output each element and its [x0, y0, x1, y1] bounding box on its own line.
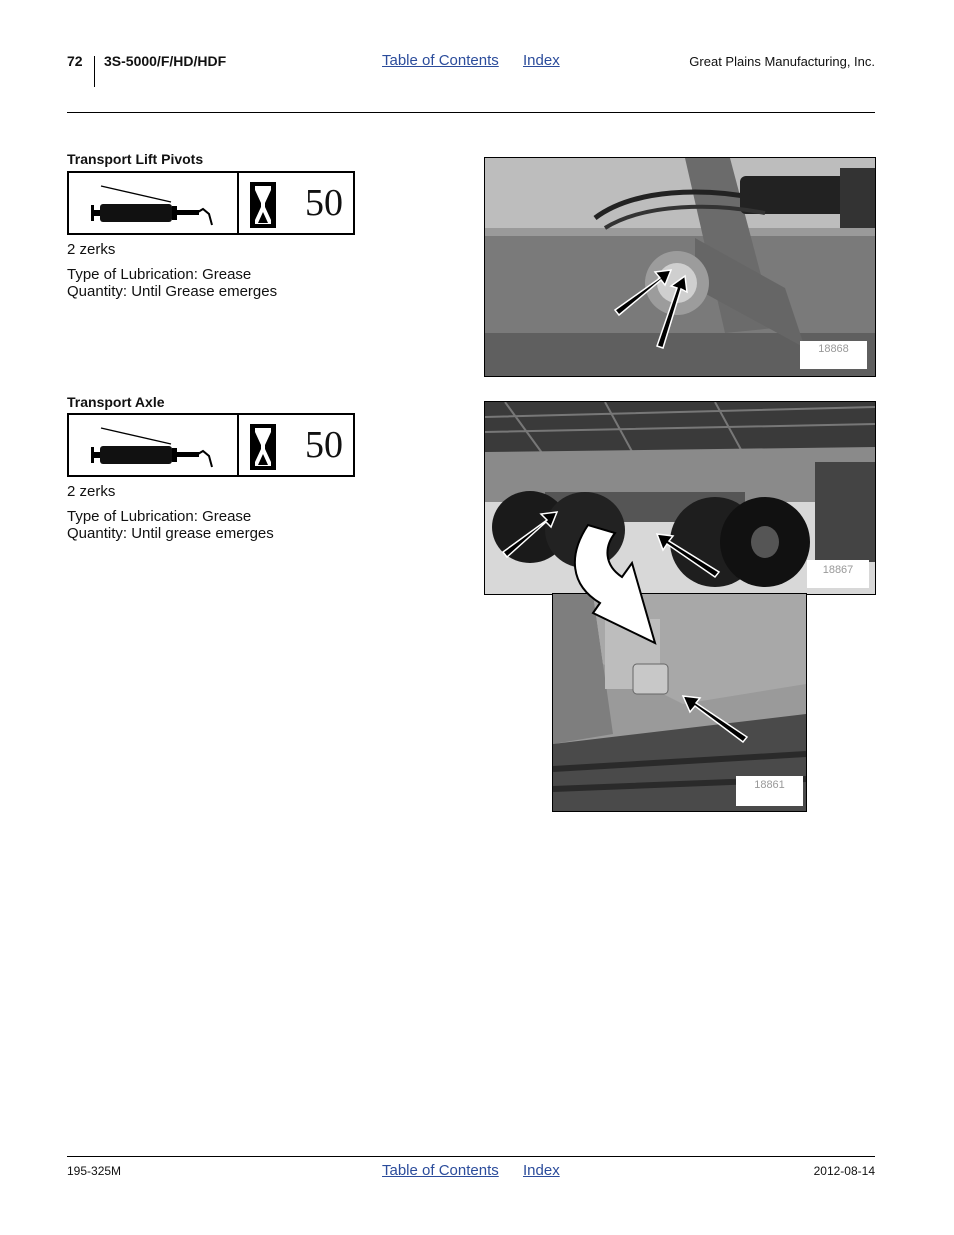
section-title-transport-axle: Transport Axle: [67, 394, 165, 410]
page-number: 72: [67, 53, 83, 69]
grease-gun-icon: [69, 415, 233, 475]
lube-quantity: Quantity: Until grease emerges: [67, 525, 274, 542]
company-name: Great Plains Manufacturing, Inc.: [689, 54, 875, 69]
interval-hours: 50: [305, 182, 343, 224]
header-toc-link[interactable]: Table of Contents: [382, 52, 499, 69]
figure-number: 18867: [807, 560, 869, 588]
hourglass-icon: [250, 182, 276, 228]
zerks-count: 2 zerks: [67, 483, 116, 500]
grease-gun-cell: [69, 415, 239, 475]
photo-transport-axle: [484, 401, 876, 595]
section-title-lift-pivots: Transport Lift Pivots: [67, 151, 204, 167]
header-divider: [94, 56, 95, 87]
header-rule: [67, 112, 875, 113]
footer-index-link[interactable]: Index: [523, 1162, 560, 1179]
model-name: 3S-5000/F/HD/HDF: [104, 53, 227, 69]
doc-number: 195-325M: [67, 1164, 122, 1178]
figure-number: 18868: [800, 341, 867, 369]
footer-rule: [67, 1156, 875, 1157]
zerks-count: 2 zerks: [67, 241, 116, 258]
grease-gun-icon: [69, 173, 233, 233]
interval-cell: [239, 173, 353, 233]
lube-symbol-box: [67, 413, 355, 477]
interval-hours: 50: [305, 424, 343, 466]
lube-symbol-box: [67, 171, 355, 235]
figure-number: 18861: [736, 776, 803, 806]
photo-lift-pivots: [484, 157, 876, 377]
hourglass-icon: [250, 424, 276, 470]
interval-cell: [239, 415, 353, 475]
header-index-link[interactable]: Index: [523, 52, 560, 69]
doc-date: 2012-08-14: [813, 1164, 875, 1178]
lube-quantity: Quantity: Until Grease emerges: [67, 283, 278, 300]
grease-gun-cell: [69, 173, 239, 233]
lube-type: Type of Lubrication: Grease: [67, 508, 252, 525]
callout-arrow: [560, 515, 670, 645]
footer-toc-link[interactable]: Table of Contents: [382, 1162, 499, 1179]
lube-type: Type of Lubrication: Grease: [67, 266, 252, 283]
